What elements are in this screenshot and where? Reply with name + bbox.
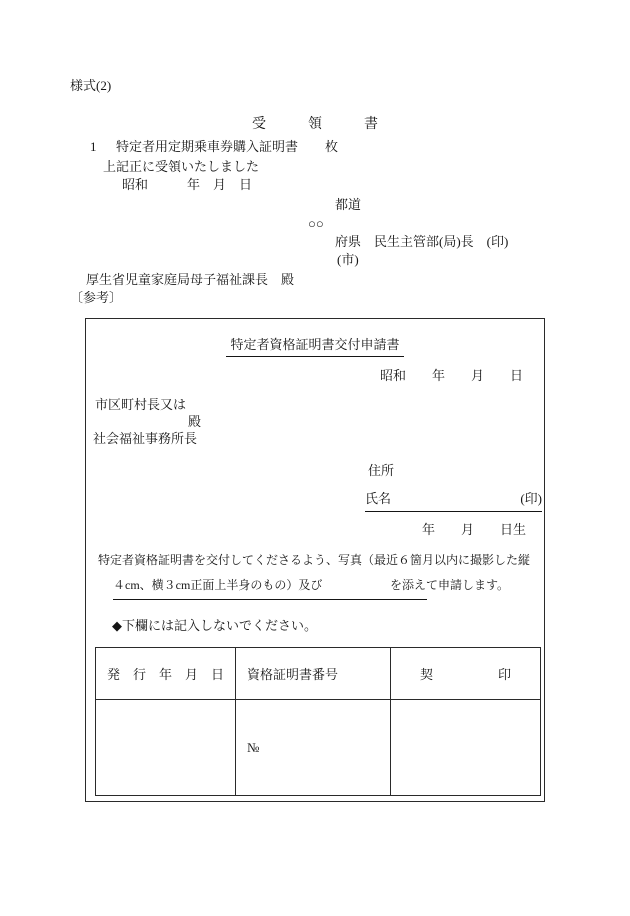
body-line2-a: ４cm、横３cm正面上半身のもの）及び <box>113 578 323 592</box>
col-header-issue-date: 発 行 年 月 日 <box>96 648 236 700</box>
receipt-confirm-line: 上記正に受領いたしました <box>103 159 260 174</box>
application-date-line: 昭和 年 月 日 <box>380 368 524 383</box>
receipt-prefecture-placeholder: ○○ <box>308 216 324 231</box>
receipt-item-number: 1 <box>90 139 97 154</box>
receipt-todo-label: 都道 <box>335 197 362 212</box>
reference-label: 〔参考〕 <box>70 290 123 305</box>
table-body-row <box>96 700 541 796</box>
body-line1: 特定者資格証明書を交付してくださるよう、写真（最近６箇月以内に撮影した縦 <box>98 553 531 567</box>
addressee-line2: 社会福祉事務所長 <box>93 431 198 446</box>
do-not-fill-note: ◆下欄には記入しないでください。 <box>112 618 317 633</box>
body-line2-b: を添えて申請します。 <box>390 578 510 592</box>
name-fill-line <box>365 488 542 512</box>
seal-label: (印) <box>520 491 542 506</box>
col-header-cert-number: 資格証明書番号 <box>236 648 391 700</box>
receipt-title: 受 領 書 <box>252 117 378 132</box>
receipt-item-text: 特定者用定期乗車券購入証明書 <box>116 139 299 154</box>
application-title-row <box>85 337 545 357</box>
cell-cert-number <box>236 700 391 796</box>
no-label: № <box>247 739 260 755</box>
form-label: 様式(2) <box>70 78 112 93</box>
application-title: 特定者資格証明書交付申請書 <box>226 337 403 357</box>
addressee-line1: 市区町村長又は <box>95 397 187 412</box>
birthdate-line: 年 月 日生 <box>422 522 527 537</box>
receipt-shi-label: (市) <box>337 252 359 267</box>
receipt-addressee: 厚生省児童家庭局母子福祉課長 殿 <box>86 272 295 287</box>
attachment-fill-rule <box>113 599 427 600</box>
receipt-item-unit: 枚 <box>325 139 339 154</box>
processing-table <box>95 647 541 796</box>
col-header-seal: 契 印 <box>391 648 541 700</box>
cell-seal <box>391 700 541 796</box>
receipt-date-line: 昭和 年 月 日 <box>122 177 253 192</box>
addressee-tono: 殿 <box>188 414 202 429</box>
address-label: 住所 <box>368 463 395 478</box>
table-header-row <box>96 648 541 700</box>
cell-issue-date <box>96 700 236 796</box>
name-label: 氏名 <box>365 491 392 506</box>
receipt-fuken-line: 府県 民生主管部(局)長 (印) <box>335 234 509 249</box>
